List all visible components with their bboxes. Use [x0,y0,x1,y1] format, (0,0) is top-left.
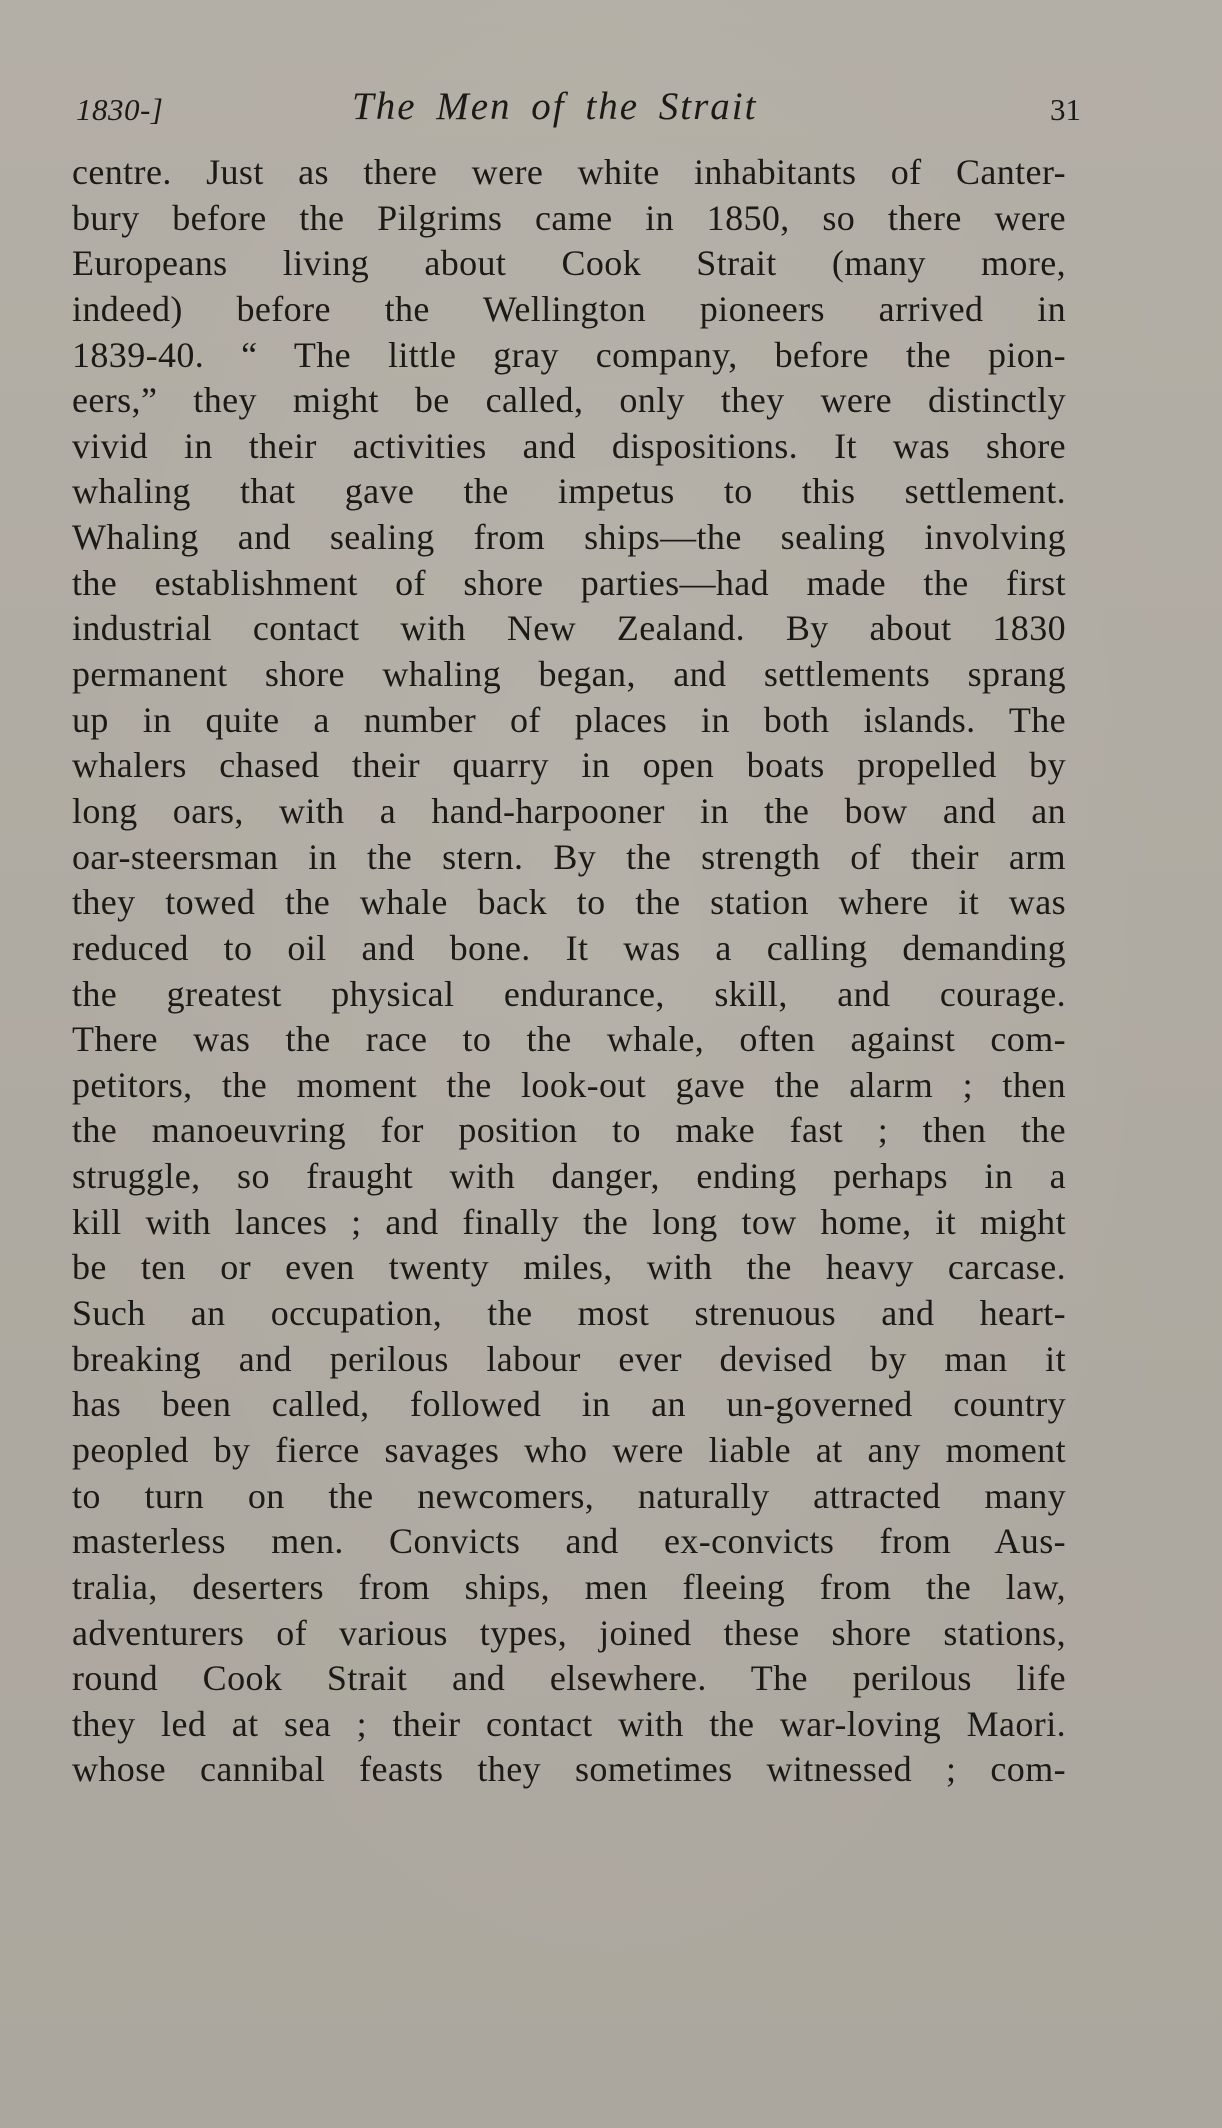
text-line: There was the race to the whale, often against com- [72,1019,1066,1060]
running-head [72,82,1081,138]
text-line: indeed) before the Wellington pioneers arrived in [72,288,1066,329]
text-line: industrial contact with New Zealand. By about 1830 [72,608,1066,649]
text-line: vivid in their activities and dispositions. It was shore [72,425,1066,466]
text-line: whaling that gave the impetus to this settlement. [72,471,1066,512]
text-line: whalers chased their quarry in open boats propelled by [72,745,1066,786]
text-line: eers,” they might be called, only they were distinctly [72,380,1066,421]
text-line: centre. Just as there were white inhabitants of Canter- [72,152,1066,192]
text-line: Europeans living about Cook Strait (many more, [72,243,1066,284]
text-line: reduced to oil and bone. It was a calling demanding [72,927,1066,968]
body-text [72,150,1066,1793]
text-line: Whaling and sealing from ships—the sealing involving [72,517,1066,558]
text-line: has been called, followed in an un-governed country [72,1384,1066,1425]
text-line: kill with lances ; and finally the long tow home, it might [72,1201,1066,1242]
page-number: 31 [1050,92,1081,127]
text-line: they towed the whale back to the station where it was [72,882,1066,923]
text-line: masterless men. Convicts and ex-convicts from Aus- [72,1521,1066,1562]
text-line: tralia, deserters from ships, men fleeing from the law, [72,1566,1066,1607]
text-line: Such an occupation, the most strenuous and heart- [72,1293,1066,1334]
running-head-title: The Men of the Strait [352,85,758,128]
text-line: adventurers of various types, joined these shore stations, [72,1612,1066,1653]
text-line: peopled by fierce savages who were liable at any moment [72,1429,1066,1470]
text-line: up in quite a number of places in both islands. The [72,699,1066,740]
text-line: whose cannibal feasts they sometimes witnessed ; com- [72,1749,1066,1790]
text-line: the establishment of shore parties—had made the first [72,562,1066,603]
text-line: the manoeuvring for position to make fast ; then the [72,1110,1066,1151]
text-line: long oars, with a hand-harpooner in the bow and an [72,790,1066,831]
text-line: the greatest physical endurance, skill, and courage. [72,973,1066,1014]
text-line: to turn on the newcomers, naturally attracted many [72,1475,1066,1516]
running-head-date: 1830-] [76,92,164,127]
text-line: permanent shore whaling began, and settlements sprang [72,654,1066,695]
text-line: they led at sea ; their contact with the war-loving Maori. [72,1703,1066,1744]
text-line: breaking and perilous labour ever devised by man it [72,1338,1066,1379]
text-line: 1839-40. “ The little gray company, before the pion- [72,334,1066,375]
text-line: oar-steersman in the stern. By the strength of their arm [72,836,1066,877]
text-line: be ten or even twenty miles, with the heavy carcase. [72,1247,1066,1288]
text-line: struggle, so fraught with danger, ending perhaps in a [72,1156,1066,1197]
text-line: round Cook Strait and elsewhere. The perilous life [72,1658,1066,1699]
text-line: petitors, the moment the look-out gave the alarm ; then [72,1064,1066,1105]
text-line: bury before the Pilgrims came in 1850, so there were [72,197,1066,238]
